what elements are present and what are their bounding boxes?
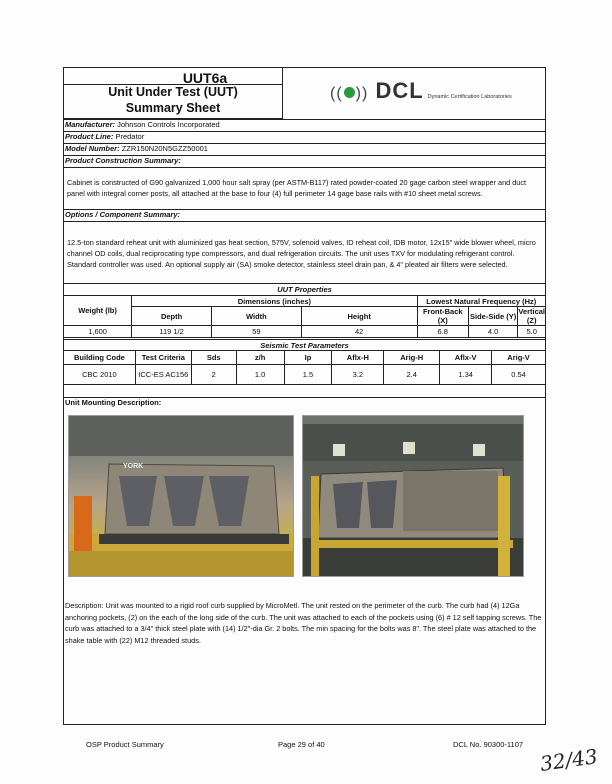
seismic-value: 1.0 xyxy=(236,365,284,385)
logo-dot-icon xyxy=(344,87,355,98)
seismic-header: Sds xyxy=(191,351,236,365)
construction-label: Product Construction Summary: xyxy=(63,155,546,167)
unit-photo-right xyxy=(302,415,524,577)
sheet-subtitle: Summary Sheet xyxy=(125,101,221,115)
side-side-header: Side-Side (Y) xyxy=(468,307,517,326)
height-header: Height xyxy=(301,307,417,326)
seismic-value: 2.4 xyxy=(384,365,440,385)
seismic-title: Seismic Test Parameters xyxy=(64,340,546,351)
vertical-header: Vertical (Z) xyxy=(518,307,545,325)
seismic-header: Ip xyxy=(284,351,332,365)
sheet-id: UUT6a xyxy=(182,70,228,86)
footer-center: Page 29 of 40 xyxy=(278,740,325,749)
construction-text: Cabinet is constructed of G90 galvanized 1,000 hour salt spray (per ASTM-B117) rated powder-coated 20 gage carbon steel wrapper and duct panel with integral corner posts, all attached at the base to four (4) full perimeter 14 gage base rails with #10 sheet metal screws. xyxy=(63,167,546,209)
uut-properties-title: UUT Properties xyxy=(64,284,546,296)
product-line-value: Predator xyxy=(115,132,145,141)
sheet-title: Unit Under Test (UUT) xyxy=(108,85,238,99)
footer-right: DCL No. 90300-1107 xyxy=(453,740,524,749)
seismic-value: CBC 2010 xyxy=(64,365,136,385)
seismic-value: ICC-ES AC156 xyxy=(135,365,191,385)
uut-properties-table xyxy=(63,283,546,338)
vertical-value: 5.0 xyxy=(518,326,546,338)
weight-value: 1,600 xyxy=(64,326,132,338)
frequency-header: Lowest Natural Frequency (Hz) xyxy=(417,296,545,307)
unit-photo-left-drawing xyxy=(69,416,293,576)
model-number-row: Model Number: ZZR150N20N5GZZ50001 xyxy=(63,143,546,155)
seismic-header: Arig-V xyxy=(492,351,546,365)
side-side-value: 4.0 xyxy=(468,326,517,338)
seismic-header: Building Code xyxy=(64,351,136,365)
seismic-value: 2 xyxy=(191,365,236,385)
seismic-header: Aflx-V xyxy=(440,351,492,365)
front-back-value: 6.8 xyxy=(417,326,468,338)
front-back-header: Front-Back (X) xyxy=(417,307,468,326)
manufacturer-row: Manufacturer: Johnson Controls Incorporated xyxy=(63,119,546,131)
seismic-header: Test Criteria xyxy=(135,351,191,365)
seismic-header: Arig-H xyxy=(384,351,440,365)
dcl-logo: (( )) DCL Dynamic Certification Laboratories xyxy=(330,78,512,103)
seismic-table xyxy=(63,339,546,385)
seismic-value: 3.2 xyxy=(332,365,384,385)
unit-photo-right-drawing xyxy=(303,416,523,576)
options-label: Options / Component Summary: xyxy=(63,209,546,221)
product-line-row: Product Line: Predator xyxy=(63,131,546,143)
seismic-value: 0.54 xyxy=(492,365,546,385)
depth-value: 119 1/2 xyxy=(132,326,212,338)
dimensions-header: Dimensions (inches) xyxy=(132,296,417,307)
seismic-header: z/h xyxy=(236,351,284,365)
unit-photo-left xyxy=(68,415,294,577)
handwritten-page-number: 32/43 xyxy=(538,744,600,776)
weight-header: Weight (lb) xyxy=(64,296,132,326)
options-text: 12.5-ton standard reheat unit with aluminized gas heat section, 575V, solenoid valves, ID reheat coil, IDB motor, 12x15" wide blower wheel, micro channel OD coils, dual reciprocating type compressors, and dual refrigeration circuits. The unit uses TXV for modulating refrigerant control. Standard controller was used. An optional supply air (SA) smoke detector, stainless steel drain pan, & 4" pleated air filters were selected. xyxy=(63,221,546,283)
height-value: 42 xyxy=(301,326,417,338)
mounting-description: Description: Unit was mounted to a rigid roof curb supplied by MicroMetl. The unit rested on the perimeter of the curb. The curb had (4) 12Ga anchoring pockets, (2) on the each of the long side of the curb. The unit was attached to each of the pockets using (6) # 12 self tapping screws. The curb was attached to a 3/4" thick steel plate with (14) 1/2"-dia Gr. 2 bolts. The min spacing for the bolts was 8". The steel plate was attached to the shake table with (22) M12 threaded studs. xyxy=(65,601,542,645)
seismic-header: Aflx-H xyxy=(332,351,384,365)
width-header: Width xyxy=(211,307,301,326)
seismic-value: 1.34 xyxy=(440,365,492,385)
width-value: 59 xyxy=(211,326,301,338)
manufacturer-value: Johnson Controls Incorporated xyxy=(117,120,220,129)
depth-header: Depth xyxy=(132,307,212,326)
mounting-label: Unit Mounting Description: xyxy=(63,397,546,411)
model-number-value: ZZR150N20N5GZZ50001 xyxy=(121,144,208,153)
brand-label: YORK xyxy=(123,463,144,470)
seismic-value: 1.5 xyxy=(284,365,332,385)
footer-left: OSP Product Summary xyxy=(86,740,164,749)
